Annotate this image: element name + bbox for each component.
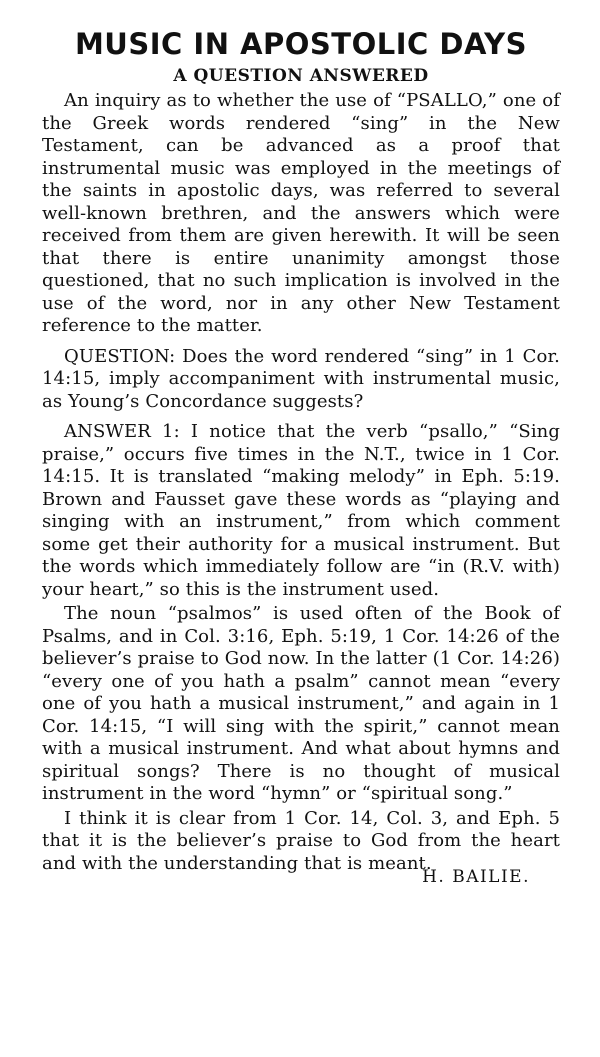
answer-paragraph: ANSWER 1: I notice that the verb “psallo,” “Sing praise,” occurs five times in the N.T., twice in 1 Cor. 14:15. It is translated “making melody” in Eph. 5:19. Brown and Fausset gave these words as “playing and singing with an instrument,” from which comment some get their authority for a musical instrument. But the words which immediately follow are “in (R.V. with) your heart,” so this is the instrument used. — [42, 421, 560, 600]
question-paragraph: QUESTION: Does the word rendered “sing” in 1 Cor. 14:15, imply accompaniment with instrumental music, as Young’s Concordance suggests? — [42, 345, 560, 412]
closing-paragraph: I think it is clear from 1 Cor. 14, Col. 3, and Eph. 5 that it is the believer’s praise to God from the heart and with the understanding that is meant. — [42, 807, 560, 874]
body-paragraph: The noun “psalmos” is used often of the Book of Psalms, and in Col. 3:16, Eph. 5:19, 1 Cor. 14:26 of the believer’s praise to God now. In the latter (1 Cor. 14:26) “every one of you hath a psalm” cannot mean “every one of you hath a musical instrument,” and again in 1 Cor. 14:15, “I will sing with the spirit,” cannot mean with a musical instrument. And what about hymns and spiritual songs? There is no thought of musical instrument in the word “hymn” or “spiritual song.” — [42, 603, 560, 804]
author-signature: H. BAILIE. — [422, 867, 530, 887]
article-subtitle: A QUESTION ANSWERED — [173, 66, 429, 86]
intro-paragraph: An inquiry as to whether the use of “PSALLO,” one of the Greek words rendered “sing” in the New Testament, can be advanced as a proof that instrumental music was employed in the meetings of the saints in apostolic days, was referred to several well-known brethren, and the answers which were received from them are given herewith. It will be seen that there is entire unanimity amongst those questioned, that no such implication is involved in the use of the word, nor in any other New Testament reference to the matter. — [42, 90, 560, 336]
article-title: MUSIC IN APOSTOLIC DAYS — [74, 27, 528, 61]
